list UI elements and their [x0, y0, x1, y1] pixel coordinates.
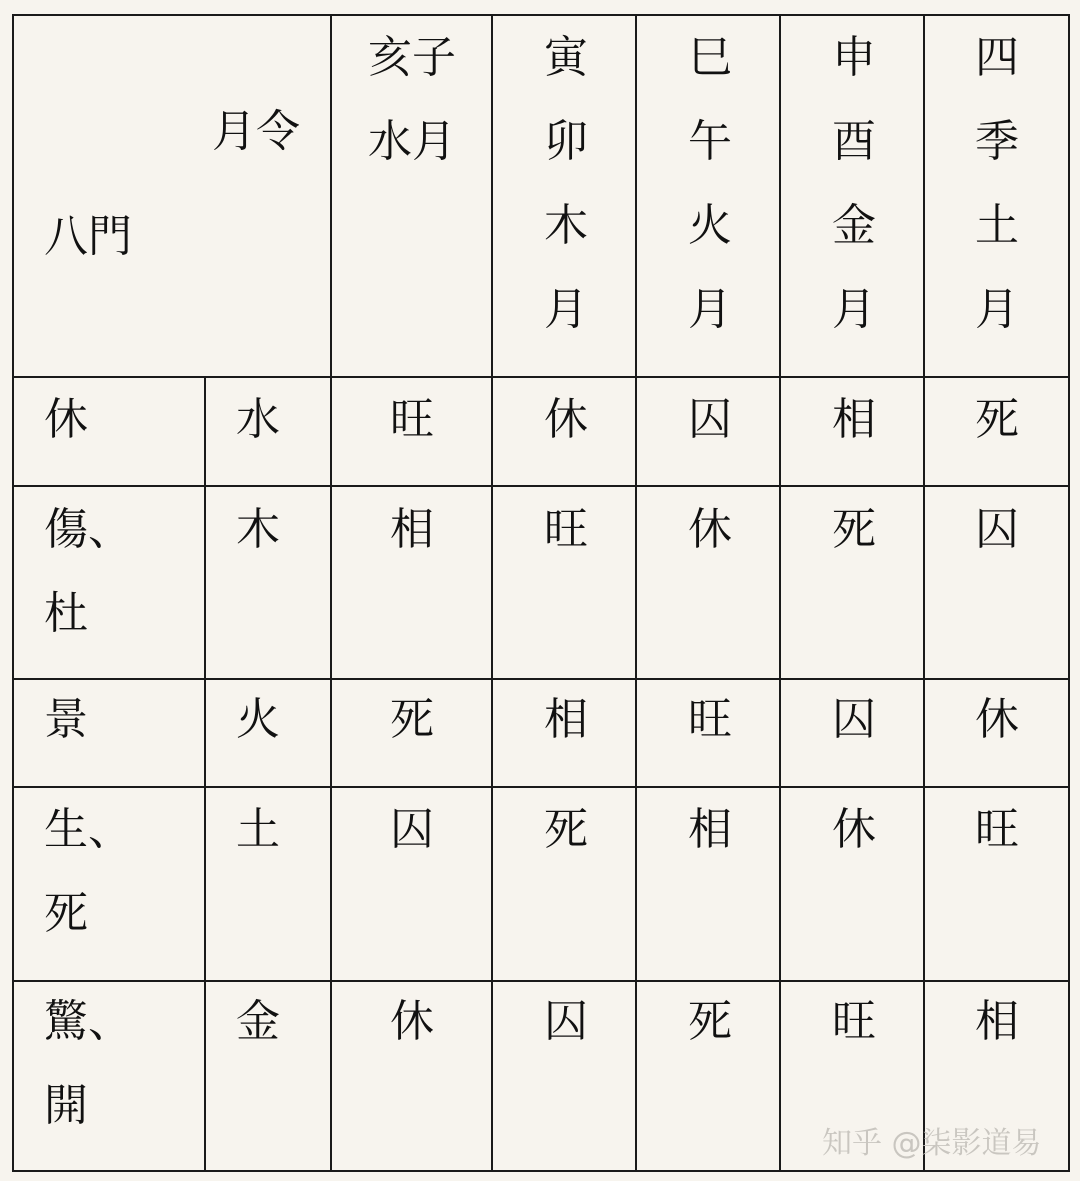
table-cell: 死: [975, 394, 1019, 445]
row-element: 火: [236, 694, 280, 745]
table-cell: 囚: [390, 804, 434, 855]
row-door: 驚、: [44, 996, 132, 1047]
table-cell: 死: [390, 694, 434, 745]
row-door: 生、: [44, 804, 132, 855]
header-char: 季: [975, 116, 1019, 167]
header-char: 四: [975, 32, 1019, 83]
table-cell: 旺: [688, 694, 732, 745]
header-char: 月: [688, 284, 732, 335]
row-door: 景: [44, 694, 88, 745]
grid-line: [12, 14, 1070, 16]
header-char: 土: [975, 200, 1019, 251]
grid-line: [491, 14, 493, 1172]
header-char: 月: [975, 284, 1019, 335]
watermark: 知乎 @柒影道易: [822, 1126, 1042, 1161]
grid-line: [12, 1170, 1070, 1172]
row-door: 傷、: [44, 504, 132, 555]
table-cell: 旺: [544, 504, 588, 555]
grid-line: [923, 14, 925, 1172]
row-door: 杜: [44, 588, 88, 639]
table-cell: 死: [544, 804, 588, 855]
header-char: 午: [688, 116, 732, 167]
table-cell: 囚: [688, 394, 732, 445]
table-cell: 囚: [975, 504, 1019, 555]
grid-line: [12, 376, 1070, 378]
row-element: 木: [236, 504, 280, 555]
grid-line: [330, 14, 332, 1172]
row-element: 土: [236, 804, 280, 855]
table-cell: 旺: [832, 996, 876, 1047]
grid-line: [12, 678, 1070, 680]
header-col-2: [544, 32, 588, 372]
table-cell: 死: [832, 504, 876, 555]
header-char: 巳: [688, 32, 732, 83]
grid-line: [12, 786, 1070, 788]
header-char: 申: [832, 32, 876, 83]
table-cell: 休: [832, 804, 876, 855]
grid-line: [12, 980, 1070, 982]
grid-line: [204, 376, 206, 1172]
table-cell: 囚: [544, 996, 588, 1047]
table-cell: 休: [688, 504, 732, 555]
table-cell: 休: [975, 694, 1019, 745]
header-char: 火: [688, 200, 732, 251]
table-cell: 相: [832, 394, 876, 445]
header-col-4: [832, 32, 876, 372]
grid-line: [635, 14, 637, 1172]
header-yueling: 月令: [212, 106, 300, 157]
table-cell: 相: [688, 804, 732, 855]
header-char: 酉: [832, 116, 876, 167]
header-col-3: [688, 32, 732, 372]
header-col-5: [975, 32, 1019, 372]
table-cell: 旺: [390, 394, 434, 445]
row-door: 開: [44, 1080, 88, 1131]
table-cell: 死: [688, 996, 732, 1047]
table-cell: 休: [390, 996, 434, 1047]
header-char: 月: [544, 284, 588, 335]
grid-line: [12, 14, 14, 1172]
row-door: 休: [44, 394, 88, 445]
table-cell: 相: [390, 504, 434, 555]
header-col-1-line2: 水月: [368, 116, 456, 167]
table-cell: 休: [544, 394, 588, 445]
table-cell: 相: [975, 996, 1019, 1047]
row-door: 死: [44, 888, 88, 939]
table-cell: 相: [544, 694, 588, 745]
header-col-1-line1: 亥子: [368, 32, 456, 83]
header-char: 寅: [544, 32, 588, 83]
grid-line: [1068, 14, 1070, 1172]
header-bamen: 八門: [44, 211, 132, 262]
table-cell: 囚: [832, 694, 876, 745]
header-char: 金: [832, 200, 876, 251]
row-element: 金: [236, 996, 280, 1047]
grid-line: [12, 485, 1070, 487]
header-char: 月: [832, 284, 876, 335]
grid-line: [779, 14, 781, 1172]
row-element: 水: [236, 394, 280, 445]
header-char: 卯: [544, 116, 588, 167]
header-char: 木: [544, 200, 588, 251]
table-cell: 旺: [975, 804, 1019, 855]
